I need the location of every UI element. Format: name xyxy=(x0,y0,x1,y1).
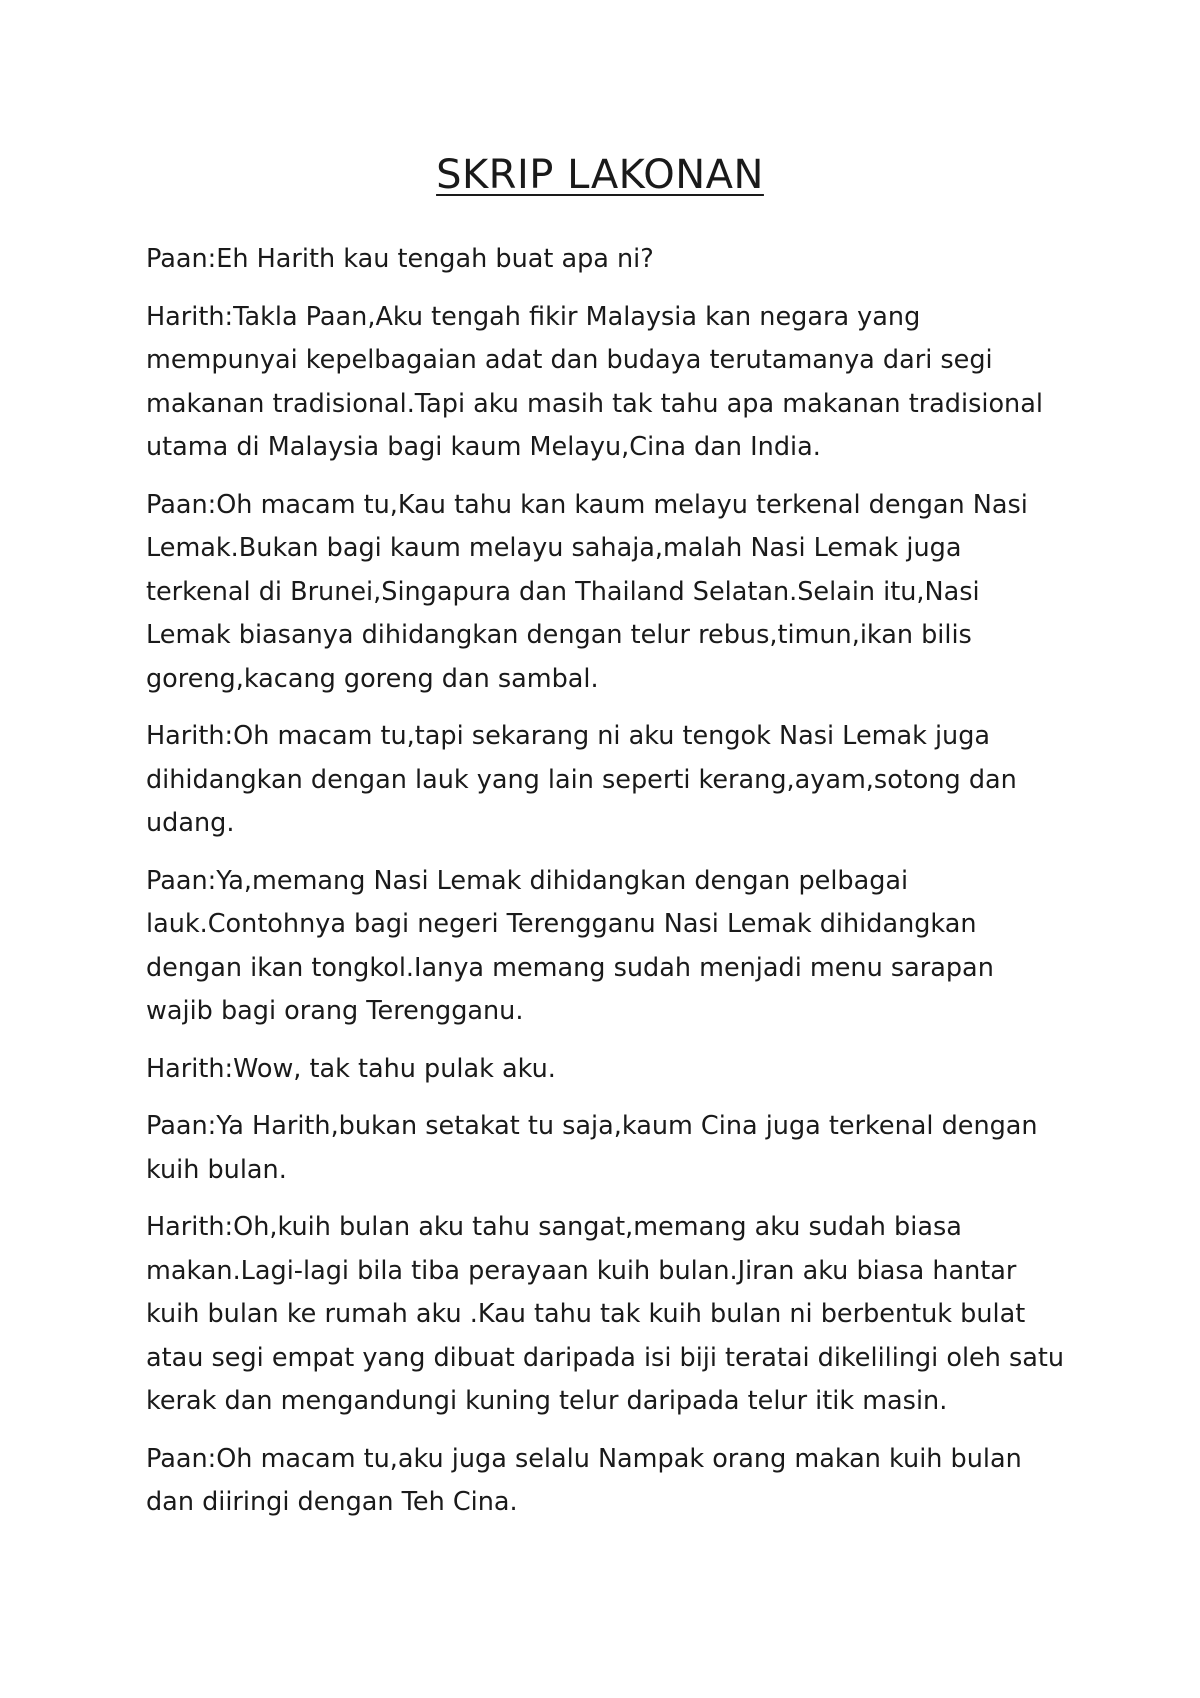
dialogue-line: Harith:Wow, tak tahu pulak aku. xyxy=(146,1053,556,1084)
dialogue-line: Paan:Ya Harith,bukan setakat tu saja,kaum Cina juga terkenal dengan kuih bulan. xyxy=(146,1111,1038,1185)
dialogue-line: Harith:Oh macam tu,tapi sekarang ni aku tengok Nasi Lemak juga dihidangkan dengan lauk yang lain seperti kerang,ayam,sotong dan udang. xyxy=(146,721,1017,838)
dialogue-line: Paan:Oh macam tu,aku juga selalu Nampak orang makan kuih bulan dan diiringi dengan Teh Cina. xyxy=(146,1443,1022,1517)
script-body xyxy=(146,238,1066,1539)
dialogue-line: Paan:Oh macam tu,Kau tahu kan kaum melayu terkenal dengan Nasi Lemak.Bukan bagi kaum melayu sahaja,malah Nasi Lemak juga terkenal di Brunei,Singapura dan Thailand Selatan.Selain itu,Nasi Lemak biasanya dihidangkan dengan telur rebus,timun,ikan bilis goreng,kacang goreng dan sambal. xyxy=(146,489,1028,694)
dialogue-line: Paan:Ya,memang Nasi Lemak dihidangkan dengan pelbagai lauk.Contohnya bagi negeri Terengganu Nasi Lemak dihidangkan dengan ikan tongkol.Ianya memang sudah menjadi menu sarapan wajib bagi orang Terengganu. xyxy=(146,865,994,1026)
dialogue-line: Paan:Eh Harith kau tengah buat apa ni? xyxy=(146,244,654,274)
document-title: SKRIP LAKONAN xyxy=(436,152,764,198)
dialogue-line: Harith:Takla Paan,Aku tengah fikir Malaysia kan negara yang mempunyai kepelbagaian adat dan budaya terutamanya dari segi makanan tradisional.Tapi aku masih tak tahu apa makanan tradisional utama di Malaysia bagi kaum Melayu,Cina dan India. xyxy=(146,301,1043,462)
dialogue-line: Harith:Oh,kuih bulan aku tahu sangat,memang aku sudah biasa makan.Lagi-lagi bila tiba perayaan kuih bulan.Jiran aku biasa hantar kuih bulan ke rumah aku .Kau tahu tak kuih bulan ni berbentuk bulat atau segi empat yang dibuat daripada isi biji teratai dikelilingi oleh satu kerak dan mengandungi kuning telur daripada telur itik masin. xyxy=(146,1212,1065,1416)
